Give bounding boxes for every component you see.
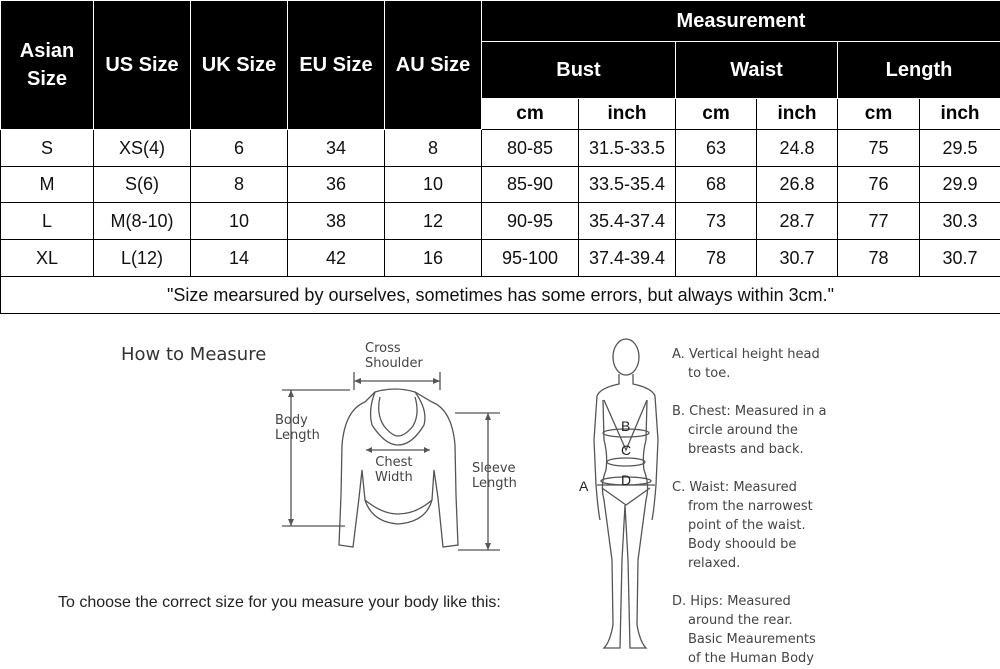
description-a-line: to toe.	[688, 366, 731, 381]
cross-shoulder-label-line2: Shoulder	[365, 356, 423, 371]
sleeve-length-label	[472, 461, 517, 491]
table-cell: 31.5-33.5	[579, 130, 676, 167]
table-cell: L	[1, 203, 94, 240]
table-cell: 30.7	[757, 240, 838, 277]
description-c-line: Body shoould be	[688, 537, 797, 552]
size-chart-table	[0, 0, 1000, 314]
description-b-line: B. Chest: Measured in a	[672, 404, 827, 419]
sleeve-length-label-line1: Sleeve	[472, 461, 516, 476]
table-cell: 38	[288, 203, 385, 240]
table-cell: 14	[191, 240, 288, 277]
cross-shoulder-label	[365, 341, 423, 371]
table-cell: 24.8	[757, 130, 838, 167]
sleeve-length-label-line2: Length	[472, 476, 517, 491]
unit-header: inch	[920, 99, 1000, 130]
description-b	[672, 402, 826, 459]
body-length-label-line2: Length	[275, 428, 320, 443]
unit-header: inch	[579, 99, 676, 130]
header-au-size: AU Size	[385, 1, 482, 130]
header-bust: Bust	[482, 42, 676, 99]
table-cell: 80-85	[482, 130, 579, 167]
table-cell: 77	[838, 203, 920, 240]
unit-header: cm	[838, 99, 920, 130]
description-d-line: of the Human Body	[688, 651, 814, 666]
table-cell: 78	[838, 240, 920, 277]
table-cell: 8	[385, 130, 482, 167]
table-cell: 16	[385, 240, 482, 277]
table-cell: 34	[288, 130, 385, 167]
cross-shoulder-label-line1: Cross	[365, 341, 401, 356]
description-c-line: from the narrowest	[688, 499, 813, 514]
table-cell: 28.7	[757, 203, 838, 240]
table-cell: 85-90	[482, 167, 579, 203]
table-cell: 29.9	[920, 167, 1000, 203]
unit-header: cm	[676, 99, 757, 130]
table-cell: 6	[191, 130, 288, 167]
body-label-c: C	[621, 442, 632, 458]
table-cell: 42	[288, 240, 385, 277]
unit-header: inch	[757, 99, 838, 130]
table-cell: 90-95	[482, 203, 579, 240]
header-uk-size: UK Size	[191, 1, 288, 130]
table-cell: 30.3	[920, 203, 1000, 240]
chest-width-label	[375, 455, 413, 485]
header-us-size: US Size	[94, 1, 191, 130]
table-cell: 8	[191, 167, 288, 203]
description-d-line: around the rear.	[688, 613, 793, 628]
table-cell: XS(4)	[94, 130, 191, 167]
table-cell: 78	[676, 240, 757, 277]
table-cell: 75	[838, 130, 920, 167]
header-waist: Waist	[676, 42, 838, 99]
table-cell: 26.8	[757, 167, 838, 203]
body-label-b: B	[621, 418, 631, 434]
table-cell: 10	[385, 167, 482, 203]
table-cell: S	[1, 130, 94, 167]
body-label-d: D	[621, 472, 632, 488]
header-length: Length	[838, 42, 1000, 99]
measurement-note: "Size mearsured by ourselves, sometimes has some errors, but always within 3cm."	[1, 277, 1000, 314]
description-a-line: A. Vertical height head	[672, 347, 820, 362]
table-cell: 37.4-39.4	[579, 240, 676, 277]
header-eu-size: EU Size	[288, 1, 385, 130]
description-b-line: circle around the	[688, 423, 798, 438]
table-cell: 10	[191, 203, 288, 240]
table-cell: S(6)	[94, 167, 191, 203]
table-row	[1, 240, 1000, 277]
table-cell: 95-100	[482, 240, 579, 277]
table-cell: 73	[676, 203, 757, 240]
table-cell: XL	[1, 240, 94, 277]
header-measurement: Measurement	[482, 1, 1000, 42]
description-c-line: relaxed.	[688, 556, 741, 571]
description-d	[672, 592, 816, 668]
description-c-line: point of the waist.	[688, 518, 806, 533]
table-row	[1, 167, 1000, 203]
table-cell: M(8-10)	[94, 203, 191, 240]
table-cell: L(12)	[94, 240, 191, 277]
table-cell: 30.7	[920, 240, 1000, 277]
table-row	[1, 203, 1000, 240]
measure-instruction: To choose the correct size for you measure your body like this:	[58, 594, 501, 611]
description-c	[672, 478, 813, 573]
table-cell: M	[1, 167, 94, 203]
description-a	[672, 345, 820, 383]
body-length-label-line1: Body	[275, 413, 308, 428]
chest-width-label-line2: Width	[375, 470, 413, 485]
chest-width-label-line1: Chest	[375, 455, 413, 470]
table-cell: 35.4-37.4	[579, 203, 676, 240]
description-d-line: D. Hips: Measured	[672, 594, 791, 609]
description-b-line: breasts and back.	[688, 442, 804, 457]
table-cell: 63	[676, 130, 757, 167]
body-label-a: A	[579, 478, 589, 494]
description-d-line: Basic Meaurements	[688, 632, 816, 647]
unit-header: cm	[482, 99, 579, 130]
table-row	[1, 130, 1000, 167]
body-length-label	[275, 413, 320, 443]
description-c-line: C. Waist: Measured	[672, 480, 797, 495]
table-cell: 68	[676, 167, 757, 203]
table-cell: 12	[385, 203, 482, 240]
table-cell: 33.5-35.4	[579, 167, 676, 203]
header-asian-size: Asian Size	[1, 1, 94, 130]
table-cell: 76	[838, 167, 920, 203]
table-cell: 36	[288, 167, 385, 203]
table-cell: 29.5	[920, 130, 1000, 167]
how-to-measure-title: How to Measure	[121, 344, 267, 365]
